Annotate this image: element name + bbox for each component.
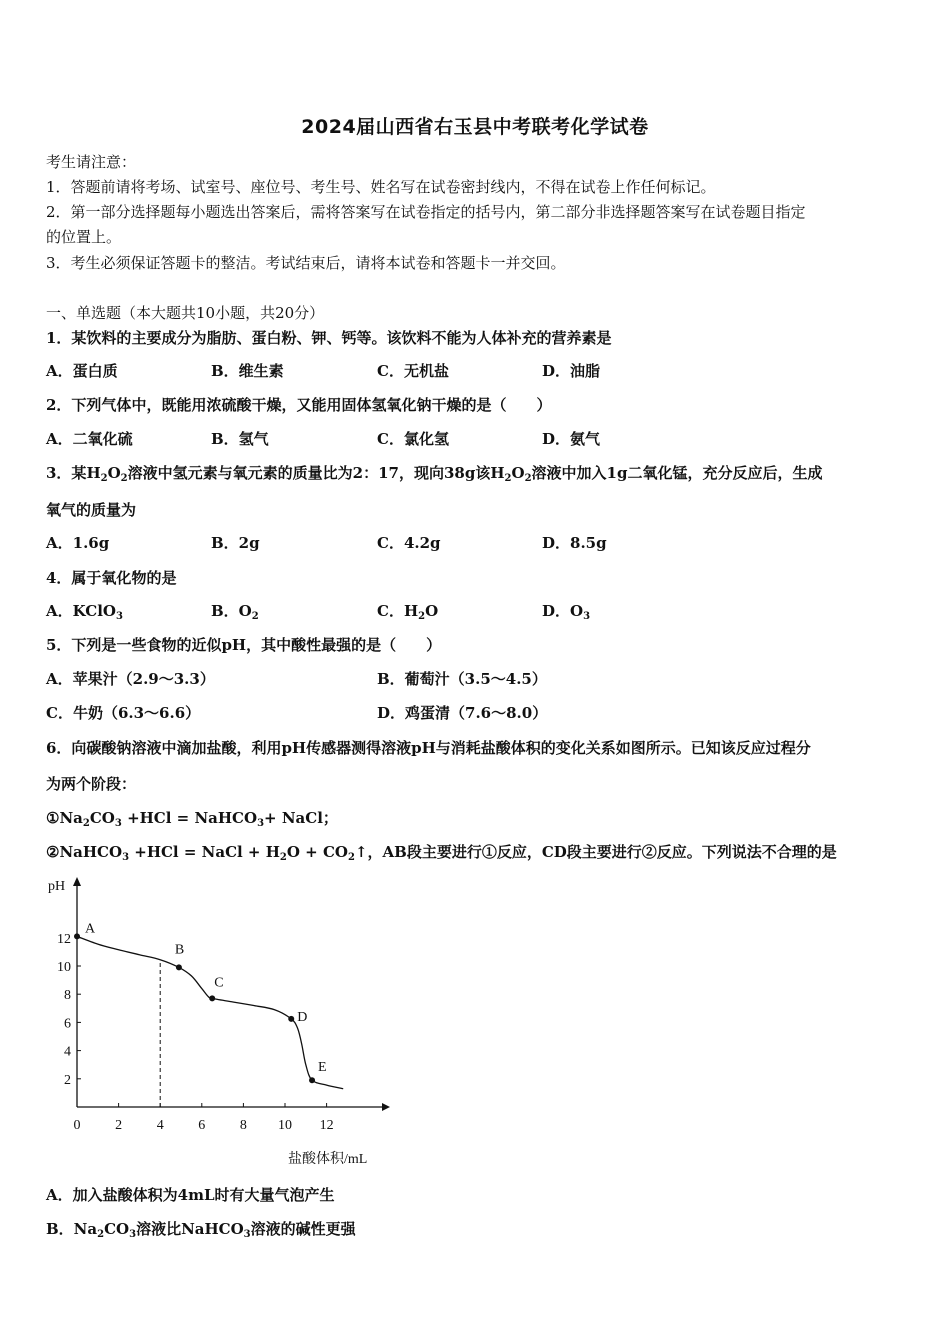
- point-label-a: A: [85, 921, 96, 937]
- y-axis-label: pH: [48, 879, 66, 894]
- y-tick-label: 10: [57, 960, 71, 975]
- y-axis-arrow: [73, 877, 81, 886]
- h2o2-formula: $H_2O_2$: [490, 464, 532, 484]
- question-2-stem: 2．下列气体中，既能用浓硫酸干燥，又能用固体氢氧化钠干燥的是（ ）: [46, 396, 552, 414]
- point-label-e: E: [318, 1060, 327, 1076]
- notice-item-2-cont: 的位置上。: [46, 228, 122, 246]
- question-2-option-a: A．二氧化硫: [46, 430, 133, 448]
- question-1-option-a: A．蛋白质: [46, 362, 118, 380]
- question-6-stem: 6．向碳酸钠溶液中滴加盐酸，利用pH传感器测得溶液pH与消耗盐酸体积的变化关系如图所示。已知该反应过程分: [46, 739, 811, 757]
- notice-item-1: 1．答题前请将考场、试室号、座位号、考生号、姓名写在试卷密封线内，不得在试卷上作任何标记。: [46, 178, 716, 196]
- question-3-option-b: B．2g: [211, 534, 260, 552]
- y-tick-label: 12: [57, 931, 71, 947]
- notice-item-3: 3．考生必须保证答题卡的整洁。考试结束后，请将本试卷和答题卡一并交回。: [46, 254, 566, 272]
- ph-chart: [40, 868, 400, 1173]
- reaction-1: $①Na_2CO_3 +HCl$ = NaHCO$_3$+ NaCl；: [46, 809, 338, 829]
- question-2-option-c: C．氯化氢: [377, 430, 449, 448]
- point-a: [74, 933, 80, 939]
- question-5-option-c: C．牛奶（6.3～6.6）: [46, 704, 201, 722]
- question-3-option-a: A．1.6g: [46, 534, 110, 552]
- point-b: [176, 964, 182, 970]
- question-4-option-b: B．$O_2$: [211, 602, 259, 622]
- question-4-option-d: D．$O_3$: [542, 602, 591, 622]
- point-d: [288, 1016, 294, 1022]
- point-label-b: B: [174, 942, 185, 958]
- x-axis-arrow: [382, 1103, 390, 1111]
- x-tick-label: 4: [156, 1118, 164, 1133]
- question-3-stem-cont: 氧气的质量为: [46, 501, 137, 519]
- question-6-option-b: B．$Na_2CO_3$溶液比NaHCO$_3$溶液的碱性更强: [46, 1220, 356, 1240]
- point-e: [309, 1077, 315, 1083]
- reaction-2: ②NaHCO$_3$ +HCl = NaCl + $H_2O$ + $CO_2↑$，AB段主要进行①反应，CD段主要进行②反应。下列说法不合理的是: [46, 843, 837, 863]
- question-5-option-b: B．葡萄汁（3.5～4.5）: [377, 670, 547, 688]
- x-tick-label: 6: [198, 1118, 206, 1133]
- h2o2-formula: $H_2O_2$: [86, 464, 128, 484]
- question-3-option-d: D．8.5g: [542, 534, 607, 552]
- question-1-option-d: D．油脂: [542, 362, 601, 380]
- question-1-option-b: B．维生素: [211, 362, 284, 380]
- y-tick-label: 2: [64, 1072, 71, 1088]
- y-tick-label: 4: [64, 1044, 71, 1060]
- question-4-stem: 4．属于氧化物的是: [46, 569, 177, 587]
- page-title: 2024届山西省右玉县中考联考化学试卷: [301, 116, 649, 138]
- question-6-stem-cont: 为两个阶段：: [46, 775, 137, 793]
- x-tick-label: 8: [239, 1118, 247, 1133]
- point-c: [209, 995, 215, 1001]
- question-5-stem: 5．下列是一些食物的近似pH，其中酸性最强的是（ ）: [46, 636, 442, 654]
- question-4-option-a: A．KClO$_3$: [46, 602, 123, 622]
- section-heading: 一、单选题（本大题共10小题，共20分）: [46, 304, 325, 322]
- x-tick-label: 10: [278, 1118, 292, 1133]
- question-5-option-a: A．苹果汁（2.9～3.3）: [46, 670, 215, 688]
- notice-heading: 考生请注意：: [46, 153, 137, 171]
- question-5-option-d: D．鸡蛋清（7.6～8.0）: [377, 704, 548, 722]
- question-4-option-c: C．$H_2O$: [377, 602, 439, 622]
- question-3-stem: 3．某$H_2O_2$溶液中氢元素与氧元素的质量比为2：17，现向38g该$H_2O_2$溶液中加入1g二氧化锰，充分反应后，生成: [46, 464, 823, 484]
- x-tick-label: 12: [319, 1118, 334, 1133]
- question-3-option-c: C．4.2g: [377, 534, 441, 552]
- question-2-option-b: B．氢气: [211, 430, 269, 448]
- question-1-stem: 1．某饮料的主要成分为脂肪、蛋白粉、钾、钙等。该饮料不能为人体补充的营养素是: [46, 329, 612, 347]
- notice-item-2: 2．第一部分选择题每小题选出答案后，需将答案写在试卷指定的括号内，第二部分非选择题答案写在试卷题目指定: [46, 203, 806, 221]
- question-1-option-c: C．无机盐: [377, 362, 449, 380]
- y-tick-label: 8: [64, 988, 71, 1004]
- chart-axes: [73, 877, 390, 1111]
- point-label-d: D: [297, 1009, 308, 1025]
- x-axis-label: 盐酸体积/mL: [288, 1152, 368, 1167]
- x-tick-label: 0: [73, 1118, 81, 1133]
- y-tick-label: 6: [64, 1016, 71, 1032]
- question-2-option-d: D．氨气: [542, 430, 601, 448]
- point-label-c: C: [214, 975, 224, 991]
- question-6-option-a: A．加入盐酸体积为4mL时有大量气泡产生: [46, 1186, 335, 1204]
- x-tick-label: 2: [115, 1118, 123, 1133]
